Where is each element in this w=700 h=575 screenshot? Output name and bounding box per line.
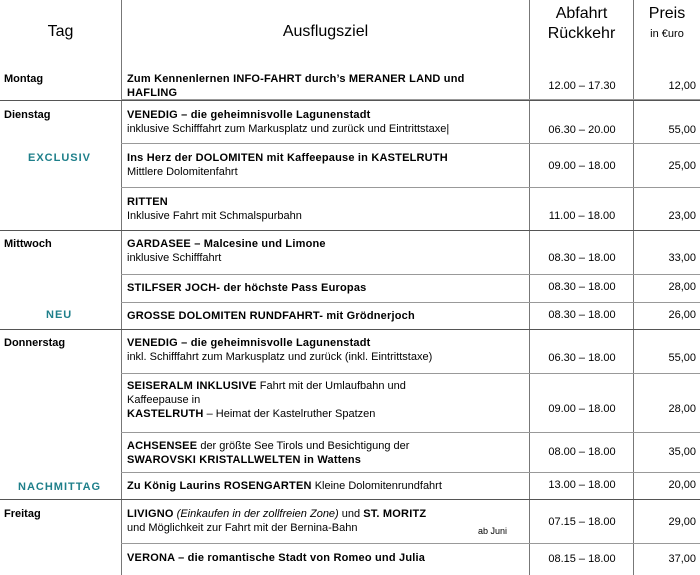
trip-price: 20,00 [668, 479, 696, 491]
row-divider [121, 187, 700, 188]
row-divider [121, 472, 700, 473]
trip-price: 35,00 [668, 446, 696, 458]
trip-time: 13.00 – 18.00 [548, 479, 616, 491]
trip-time: 06.30 – 18.00 [548, 352, 616, 364]
trip-time: 09.00 – 18.00 [548, 403, 616, 415]
trip-time: 11.00 – 18.00 [548, 210, 616, 222]
trip-price: 55,00 [668, 124, 696, 136]
tag-nachmittag: NACHMITTAG [18, 481, 102, 493]
trip-time: 12.00 – 17.30 [548, 80, 616, 92]
header-price-block [634, 4, 700, 44]
day-divider [0, 230, 700, 231]
trip-description: STILFSER JOCH- der höchste Pass Europas [127, 282, 367, 294]
trip-description: SEISERALM INKLUSIVE Fahrt mit der Umlaufbahn und Kaffeepause in KASTELRUTH – Heimat der Kastelruther Spatzen [127, 380, 406, 420]
header-return: Rückkehr [547, 25, 616, 42]
column-divider [121, 0, 122, 575]
trip-price: 26,00 [668, 309, 696, 321]
trip-time: 08.00 – 18.00 [548, 446, 616, 458]
trip-description: Zum Kennenlernen INFO-FAHRT durch’s MERANER LAND und HAFLING [127, 73, 465, 99]
header-currency: in €uro [650, 28, 684, 40]
header-destination: Ausflugsziel [282, 23, 369, 40]
trip-description: RITTEN Inklusive Fahrt mit Schmalspurbahn [127, 196, 302, 222]
trip-time: 07.15 – 18.00 [548, 516, 616, 528]
trip-time: 08.30 – 18.00 [548, 252, 616, 264]
day-friday: Freitag [4, 508, 41, 520]
trip-price: 23,00 [668, 210, 696, 222]
row-divider [121, 432, 700, 433]
tag-neu: NEU [46, 309, 73, 321]
trip-price: 12,00 [668, 80, 696, 92]
trip-description: VERONA – die romantische Stadt von Romeo und Julia [127, 552, 426, 564]
trip-description: ACHSENSEE der größte See Tirols und Besichtigung der SWAROVSKI KRISTALLWELTEN in Wattens [127, 440, 410, 466]
trip-time: 08.30 – 18.00 [548, 281, 616, 293]
row-divider [121, 373, 700, 374]
day-monday: Montag [4, 73, 44, 85]
trip-price: 25,00 [668, 160, 696, 172]
trip-description: Zu König Laurins ROSENGARTEN Kleine Dolomitenrundfahrt [127, 480, 442, 492]
trip-time: 08.15 – 18.00 [548, 553, 616, 565]
day-divider [0, 499, 700, 500]
trip-price: 55,00 [668, 352, 696, 364]
trip-description: GARDASEE – Malcesine und Limone inklusive Schifffahrt [127, 238, 326, 264]
availability-note: ab Juni [478, 526, 508, 536]
trip-price: 29,00 [668, 516, 696, 528]
trip-time: 08.30 – 18.00 [548, 309, 616, 321]
header-day: Tag [47, 23, 74, 40]
header-price: Preis [648, 5, 686, 22]
header-times [530, 4, 633, 44]
day-divider [0, 100, 700, 101]
column-divider [529, 0, 530, 575]
trip-description: VENEDIG – die geheimnisvolle Lagunenstadt inkl. Schifffahrt zum Markusplatz und zurück (inkl. Eintrittstaxe) [127, 337, 433, 363]
day-tuesday: Dienstag [4, 109, 51, 121]
day-thursday: Donnerstag [4, 337, 66, 349]
trip-description: VENEDIG – die geheimnisvolle Lagunenstadt inklusive Schifffahrt zum Markusplatz und zurück und Eintrittstaxe| [127, 109, 450, 135]
trip-description: Ins Herz der DOLOMITEN mit Kaffeepause in KASTELRUTH Mittlere Dolomitenfahrt [127, 152, 448, 178]
header-departure: Abfahrt [555, 5, 608, 22]
tag-exclusiv: EXCLUSIV [28, 152, 92, 164]
row-divider [121, 274, 700, 275]
row-divider [121, 543, 700, 544]
trip-price: 28,00 [668, 281, 696, 293]
trip-price: 37,00 [668, 553, 696, 565]
day-wednesday: Mittwoch [4, 238, 52, 250]
trip-description: GROSSE DOLOMITEN RUNDFAHRT- mit Grödnerjoch [127, 310, 415, 322]
trip-time: 09.00 – 18.00 [548, 160, 616, 172]
trip-price: 33,00 [668, 252, 696, 264]
trip-time: 06.30 – 20.00 [548, 124, 616, 136]
trip-description: LIVIGNO (Einkaufen in der zollfreien Zone) und ST. MORITZ und Möglichkeit zur Fahrt mit der Bernina-Bahn [127, 508, 427, 534]
row-divider [121, 302, 700, 303]
row-divider [121, 143, 700, 144]
day-divider [0, 329, 700, 330]
trip-price: 28,00 [668, 403, 696, 415]
